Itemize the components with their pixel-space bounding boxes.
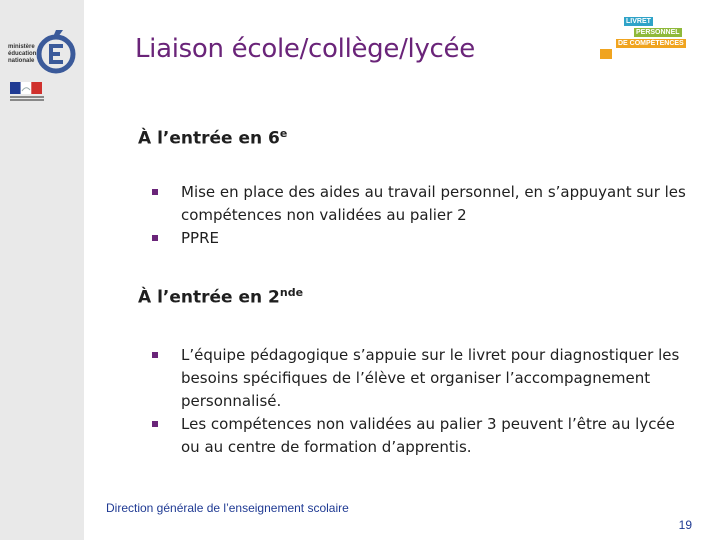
- list-item: [150, 181, 695, 227]
- list-item-text: , en s’appuyant sur les compétences non validées au palier 2: [181, 183, 686, 224]
- section-heading-6e: [138, 127, 287, 149]
- page-number: 19: [678, 518, 692, 532]
- lpc-logo-arrow-icon: [600, 49, 612, 59]
- list-item-text: L’équipe pédagogique s’appuie sur le livret pour diagnostiquer les besoins spécifiques de l’élève et organiser l’accompagnement personnalisé.: [181, 346, 680, 410]
- ministry-logo: [8, 28, 76, 108]
- rf-line: [10, 99, 44, 101]
- republique-francaise-logo-icon: [10, 82, 42, 94]
- list-item: [150, 413, 695, 459]
- list-item: [150, 227, 695, 250]
- bullet-list-6e: [150, 181, 695, 250]
- ministry-line-1: ministère: [8, 44, 35, 50]
- ministry-e-logo-icon: [36, 28, 76, 76]
- ministry-line-2: éducation: [8, 51, 37, 57]
- lpc-logo-line-3: DE COMPÉTENCES: [618, 40, 684, 47]
- republique-francaise-mark: [10, 96, 44, 102]
- ministry-line-3: nationale: [8, 58, 35, 64]
- lpc-logo-line-2: PERSONNEL: [636, 29, 680, 36]
- left-sidebar: [0, 0, 84, 540]
- rf-line: [10, 96, 44, 98]
- section-heading-sup: e: [279, 127, 288, 140]
- section-heading-text: À l’entrée en 2: [138, 287, 280, 308]
- list-item-strong: Mise en place des aides au travail personnel: [181, 183, 515, 201]
- lpc-logo-line-1: LIVRET: [626, 18, 651, 25]
- section-heading-sup: nde: [279, 286, 304, 299]
- list-item-strong: PPRE: [181, 229, 219, 247]
- list-item-text: Les compétences non validées au palier 3 peuvent l’être au lycée ou au centre de formation d’apprentis.: [181, 415, 675, 456]
- list-item: [150, 344, 695, 413]
- square-bullet-icon: [152, 421, 158, 427]
- square-bullet-icon: [152, 235, 158, 241]
- slide-title: Liaison école/collège/lycée: [135, 34, 475, 64]
- ministry-logo-text: [8, 44, 38, 65]
- footer-text: Direction générale de l’enseignement scolaire: [106, 501, 349, 515]
- section-heading-text: À l’entrée en 6: [138, 128, 280, 149]
- bullet-list-2nde: [150, 344, 695, 459]
- section-heading-2nde: [138, 286, 303, 308]
- livret-personnel-competences-logo: [600, 17, 690, 65]
- square-bullet-icon: [152, 352, 158, 358]
- square-bullet-icon: [152, 189, 158, 195]
